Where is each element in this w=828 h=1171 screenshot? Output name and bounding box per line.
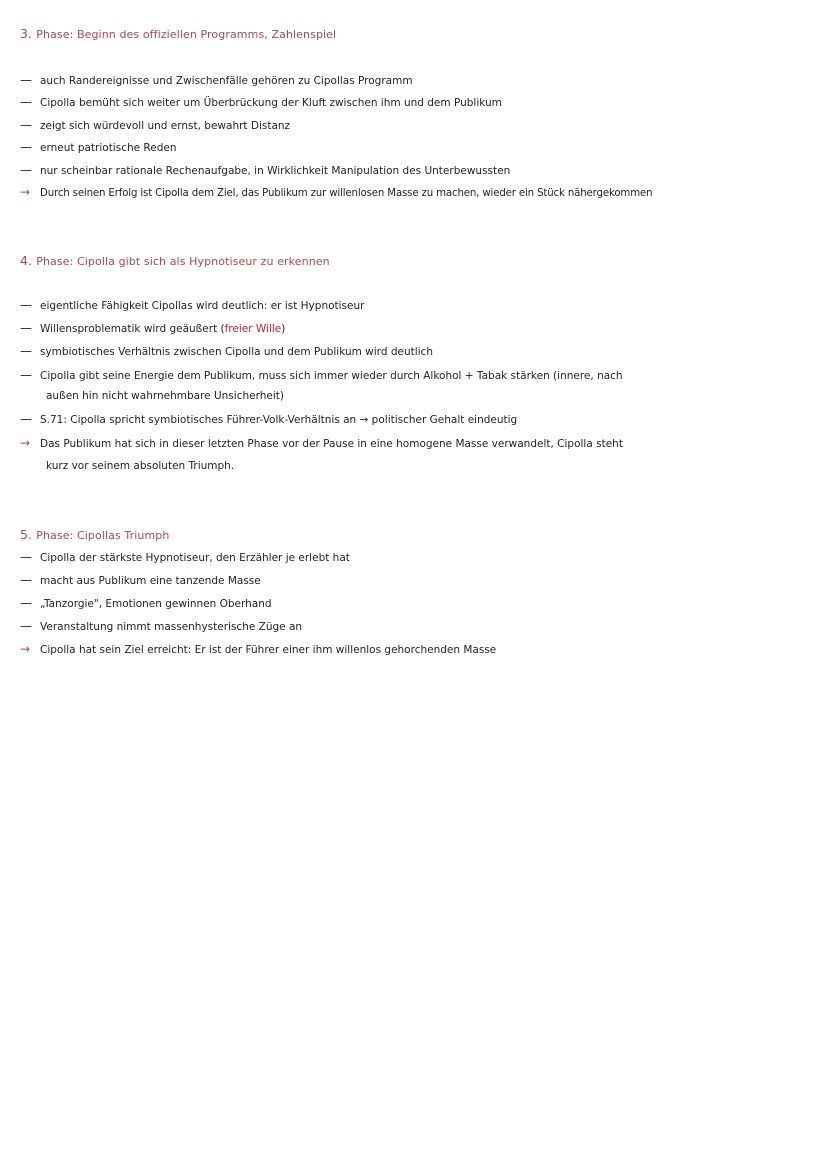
section-heading xyxy=(20,26,336,41)
dash-marker: — xyxy=(20,73,32,87)
heading-title: Phase: Beginn des offiziellen Programms, Zahlenspiel xyxy=(36,28,337,41)
list-item xyxy=(20,551,350,565)
dash-marker: — xyxy=(20,619,32,633)
item-text: zeigt sich würdevoll und ernst, bewahrt Distanz xyxy=(40,120,291,132)
item-text-before: Willensproblematik wird geäußert ( xyxy=(40,323,225,335)
heading-number: 4. xyxy=(20,253,33,268)
item-text: „Tanzorgie", Emotionen gewinnen Oberhand xyxy=(40,598,272,610)
dash-marker: — xyxy=(20,95,32,109)
list-item xyxy=(20,620,302,634)
arrow-icon: → xyxy=(20,185,30,199)
list-item-continuation: kurz vor seinem absoluten Triumph. xyxy=(46,460,235,472)
dash-marker: — xyxy=(20,368,32,382)
heading-number: 5. xyxy=(20,527,33,542)
dash-marker: — xyxy=(20,596,32,610)
item-text: erneut patriotische Reden xyxy=(40,142,177,154)
list-item-conclusion xyxy=(20,643,496,657)
arrow-icon: → xyxy=(20,642,31,656)
item-text: symbiotisches Verhältnis zwischen Cipolla und dem Publikum wird deutlich xyxy=(40,346,433,358)
dash-marker: — xyxy=(20,344,32,358)
dash-marker: — xyxy=(20,321,32,335)
list-item-continuation: außen hin nicht wahrnehmbare Unsicherheit) xyxy=(46,390,284,402)
item-text: Veranstaltung nimmt massenhysterische Züge an xyxy=(40,621,303,633)
item-text: eigentliche Fähigkeit Cipollas wird deutlich: er ist Hypnotiseur xyxy=(40,300,365,312)
item-text: macht aus Publikum eine tanzende Masse xyxy=(40,575,261,587)
list-item-conclusion xyxy=(20,186,652,200)
highlight-text: freier Wille xyxy=(224,323,282,335)
item-text: Cipolla bemüht sich weiter um Überbrückung der Kluft zwischen ihm und dem Publikum xyxy=(40,97,502,109)
dash-marker: — xyxy=(20,163,32,177)
dash-marker: — xyxy=(20,550,32,564)
heading-title: Phase: Cipolla gibt sich als Hypnotiseur zu erkennen xyxy=(36,255,330,268)
list-item xyxy=(20,299,364,313)
item-text: Cipolla der stärkste Hypnotiseur, den Erzähler je erlebt hat xyxy=(40,552,350,564)
item-text: S.71: Cipolla spricht symbiotisches Führer-Volk-Verhältnis an → politischer Gehalt eindeutig xyxy=(40,414,518,426)
dash-marker: — xyxy=(20,140,32,154)
list-item xyxy=(20,597,272,611)
list-item xyxy=(20,119,290,133)
section-heading xyxy=(20,253,330,268)
list-item xyxy=(20,413,517,427)
item-text: Cipolla hat sein Ziel erreicht: Er ist der Führer einer ihm willenlos gehorchenden Masse xyxy=(40,644,497,656)
dash-marker: — xyxy=(20,573,32,587)
item-text-after: ) xyxy=(281,323,286,335)
list-item xyxy=(20,345,433,359)
dash-marker: — xyxy=(20,118,32,132)
list-item xyxy=(20,164,510,178)
list-item xyxy=(20,574,261,588)
list-item xyxy=(20,369,623,383)
item-text: nur scheinbar rationale Rechenaufgabe, in Wirklichkeit Manipulation des Unterbewussten xyxy=(40,165,511,177)
list-item-conclusion xyxy=(20,437,623,451)
list-item xyxy=(20,141,177,155)
arrow-icon: → xyxy=(20,436,31,450)
list-item xyxy=(20,96,502,110)
list-item xyxy=(20,74,413,88)
dash-marker: — xyxy=(20,412,32,426)
item-text: auch Randereignisse und Zwischenfälle gehören zu Cipollas Programm xyxy=(40,75,413,87)
item-text: Durch seinen Erfolg ist Cipolla dem Ziel, das Publikum zur willenlosen Masse zu machen, wieder ein Stück nähergekommen xyxy=(40,188,653,199)
heading-title: Phase: Cipollas Triumph xyxy=(36,529,170,542)
dash-marker: — xyxy=(20,298,32,312)
item-text: Cipolla gibt seine Energie dem Publikum, muss sich immer wieder durch Alkohol + Tabak stärken (innere, nach xyxy=(40,370,623,382)
section-heading xyxy=(20,527,169,542)
list-item xyxy=(20,322,285,336)
item-text: Das Publikum hat sich in dieser letzten Phase vor der Pause in eine homogene Masse verwandelt, Cipolla steht xyxy=(40,438,623,450)
heading-number: 3. xyxy=(20,26,33,41)
